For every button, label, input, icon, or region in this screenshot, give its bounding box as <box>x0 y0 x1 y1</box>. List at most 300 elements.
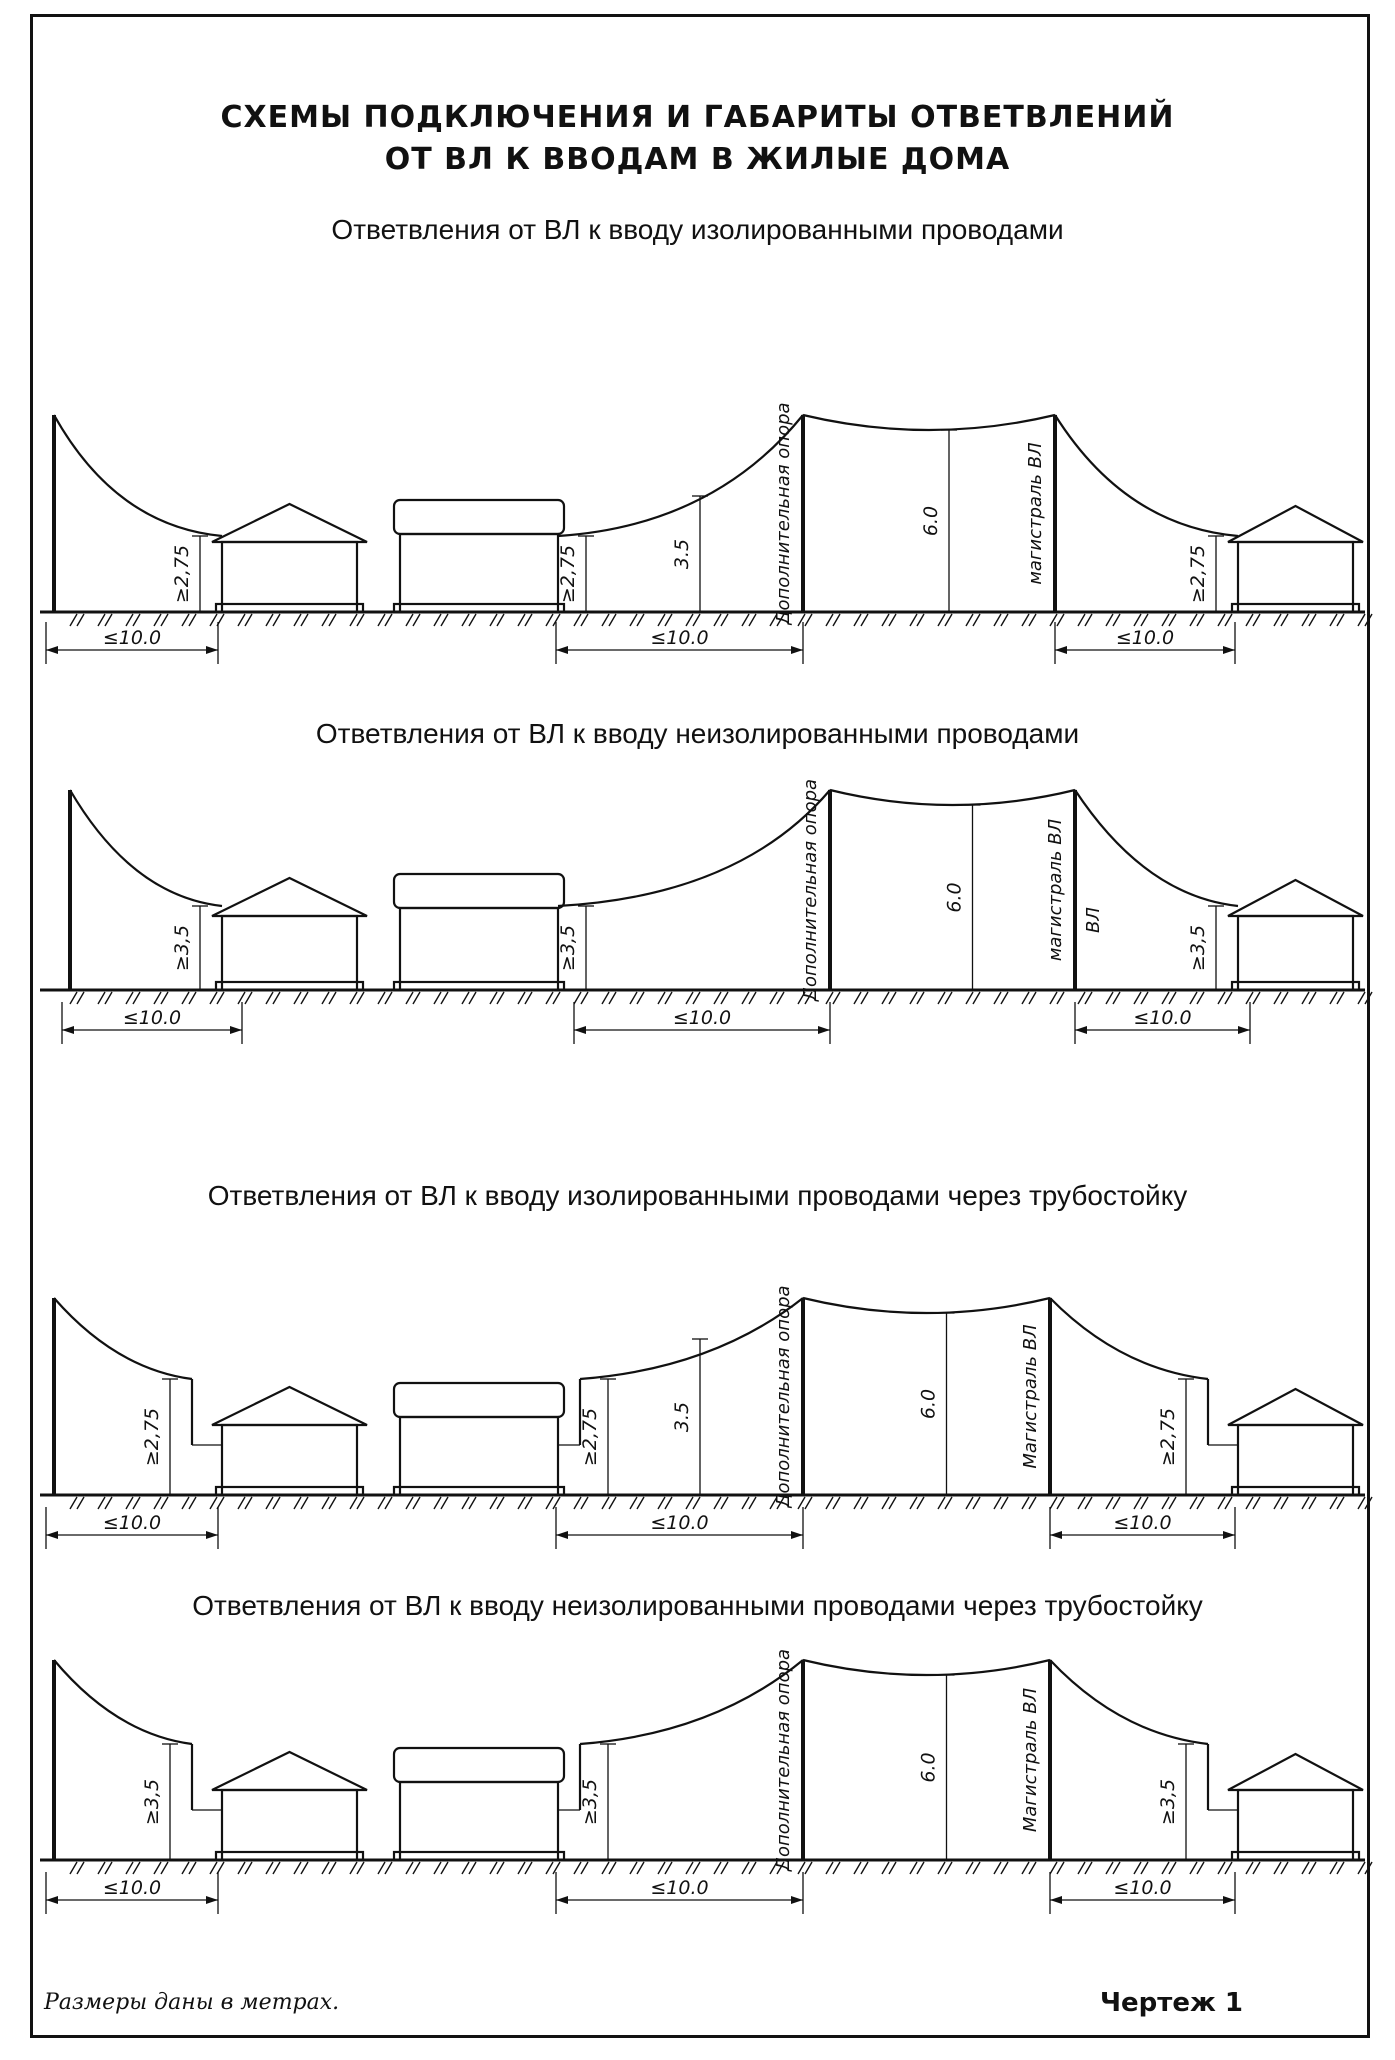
ground-hatch <box>189 1497 196 1509</box>
ground-hatch <box>798 1862 805 1874</box>
height-label: ≥3,5 <box>557 924 579 972</box>
ground-hatch <box>1001 614 1008 626</box>
ground-hatch <box>525 992 532 1004</box>
scheme-4 <box>40 1649 1372 1914</box>
ground-hatch <box>1134 1497 1141 1509</box>
ground-hatch <box>98 992 105 1004</box>
ground-hatch <box>1141 1862 1148 1874</box>
ground-hatch <box>889 614 896 626</box>
height-label: ≥3,5 <box>579 1778 601 1826</box>
ground-hatch <box>833 1497 840 1509</box>
ground-hatch <box>294 1862 301 1874</box>
ground-hatch <box>1197 1862 1204 1874</box>
ground-hatch <box>301 992 308 1004</box>
ground-hatch <box>182 992 189 1004</box>
ground-hatch <box>994 992 1001 1004</box>
ground-hatch <box>1309 614 1316 626</box>
ground-hatch <box>798 614 805 626</box>
ground-hatch <box>833 1862 840 1874</box>
ground-hatch <box>238 1862 245 1874</box>
ground-hatch <box>1113 1862 1120 1874</box>
ground-hatch <box>1197 1497 1204 1509</box>
ground-hatch <box>378 1497 385 1509</box>
ground-hatch <box>1190 1862 1197 1874</box>
ground-hatch <box>574 1497 581 1509</box>
house-wall <box>400 1782 558 1860</box>
ground-hatch <box>1190 614 1197 626</box>
ground-hatch <box>1001 1497 1008 1509</box>
ground-hatch <box>833 992 840 1004</box>
house-wall <box>1238 1790 1353 1860</box>
ground-hatch <box>161 614 168 626</box>
ground-hatch <box>1029 992 1036 1004</box>
ground-hatch <box>1106 614 1113 626</box>
service-wire-right <box>1055 415 1238 536</box>
ground-hatch <box>1246 1497 1253 1509</box>
ground-hatch <box>1050 614 1057 626</box>
house-wall <box>222 1425 357 1495</box>
house-roof <box>1228 1389 1363 1425</box>
ground-hatch <box>1365 614 1372 626</box>
ground-hatch <box>742 1497 749 1509</box>
drawing-number: Чертеж 1 <box>1100 1988 1243 2018</box>
ground-hatch <box>434 992 441 1004</box>
ground-hatch <box>1085 614 1092 626</box>
ground-hatch <box>1106 1862 1113 1874</box>
ground-hatch <box>749 992 756 1004</box>
ground-hatch <box>938 1497 945 1509</box>
ground-hatch <box>1337 992 1344 1004</box>
ground-hatch <box>1022 614 1029 626</box>
dimension-arrow <box>818 1026 830 1034</box>
ground-hatch <box>1134 614 1141 626</box>
ground-hatch <box>581 992 588 1004</box>
ground-hatch <box>1057 1497 1064 1509</box>
height-label: ≥2,75 <box>141 1407 163 1467</box>
ground-hatch <box>546 1862 553 1874</box>
ground-hatch <box>665 1862 672 1874</box>
ground-hatch <box>693 1862 700 1874</box>
ground-hatch <box>1113 1497 1120 1509</box>
ground-hatch <box>1001 1862 1008 1874</box>
height-label: ≥3,5 <box>1157 1778 1179 1826</box>
ground-hatch <box>973 1497 980 1509</box>
ground-hatch <box>602 1497 609 1509</box>
ground-hatch <box>329 614 336 626</box>
ground-hatch <box>1253 1497 1260 1509</box>
ground-hatch <box>1302 992 1309 1004</box>
ground-hatch <box>518 992 525 1004</box>
ground-hatch <box>994 1862 1001 1874</box>
ground-hatch <box>1197 992 1204 1004</box>
ground-hatch <box>266 614 273 626</box>
dimension-arrow <box>46 1531 58 1539</box>
ground-hatch <box>413 992 420 1004</box>
ground-hatch <box>1358 992 1365 1004</box>
scheme-3-caption: Ответвления от ВЛ к вводу изолированными проводами через трубостойку <box>207 1180 1188 1211</box>
ground-hatch <box>1057 1862 1064 1874</box>
ground-hatch <box>434 1497 441 1509</box>
main-line-label: Магистраль ВЛ <box>1020 1324 1041 1469</box>
ground-hatch <box>1078 1497 1085 1509</box>
ground-hatch <box>301 1497 308 1509</box>
ground-hatch <box>1134 1862 1141 1874</box>
ground-hatch <box>882 992 889 1004</box>
span-label-right: ≤10.0 <box>1133 1007 1192 1029</box>
ground-hatch <box>98 614 105 626</box>
ground-hatch <box>1078 614 1085 626</box>
ground-hatch <box>133 1862 140 1874</box>
ground-hatch <box>938 1862 945 1874</box>
ground-hatch <box>609 1862 616 1874</box>
ground-hatch <box>385 992 392 1004</box>
ground-hatch <box>273 1497 280 1509</box>
ground-hatch <box>1330 992 1337 1004</box>
ground-hatch <box>609 1497 616 1509</box>
ground-hatch <box>1113 992 1120 1004</box>
main-line-wire <box>803 1298 1050 1313</box>
ground-hatch <box>630 614 637 626</box>
dimension-arrow <box>791 646 803 654</box>
ground-hatch <box>518 614 525 626</box>
ground-hatch <box>1078 992 1085 1004</box>
ground-hatch <box>133 614 140 626</box>
ground-hatch <box>742 992 749 1004</box>
ground-hatch <box>749 1862 756 1874</box>
title-line-1: СХЕМЫ ПОДКЛЮЧЕНИЯ И ГАБАРИТЫ ОТВЕТВЛЕНИЙ <box>220 100 1175 135</box>
service-wire-right <box>1050 1298 1208 1379</box>
ground-hatch <box>266 1497 273 1509</box>
ground-hatch <box>350 992 357 1004</box>
ground-hatch <box>665 1497 672 1509</box>
ground-hatch <box>210 614 217 626</box>
ground-hatch <box>581 1497 588 1509</box>
ground-hatch <box>630 1497 637 1509</box>
ground-hatch <box>854 1497 861 1509</box>
ground-hatch <box>189 1862 196 1874</box>
ground-hatch <box>1337 1862 1344 1874</box>
ground-hatch <box>910 1497 917 1509</box>
span-label-middle: ≤10.0 <box>650 627 709 649</box>
ground-hatch <box>98 1497 105 1509</box>
ground-hatch <box>861 1862 868 1874</box>
ground-hatch <box>770 992 777 1004</box>
ground-hatch <box>1274 1497 1281 1509</box>
additional-pole-label: Дополнительная опора <box>773 1648 794 1872</box>
ground-hatch <box>1337 1497 1344 1509</box>
ground-hatch <box>609 992 616 1004</box>
service-wire-left <box>54 415 222 536</box>
main-line-wire <box>803 1660 1050 1675</box>
ground-hatch <box>1281 1862 1288 1874</box>
span-label-right: ≤10.0 <box>1115 627 1175 649</box>
ground-hatch <box>721 1862 728 1874</box>
ground-hatch <box>1113 614 1120 626</box>
ground-hatch <box>1134 992 1141 1004</box>
ground-hatch <box>77 992 84 1004</box>
house-wall <box>400 534 558 612</box>
ground-hatch <box>462 1497 469 1509</box>
ground-hatch <box>161 992 168 1004</box>
ground-hatch <box>161 1497 168 1509</box>
ground-hatch <box>1141 614 1148 626</box>
service-wire-middle <box>580 1660 803 1744</box>
dimension-arrow <box>556 646 568 654</box>
ground-hatch <box>1365 1862 1372 1874</box>
ground-hatch <box>665 614 672 626</box>
ground-hatch <box>854 614 861 626</box>
dimension-arrow <box>206 1896 218 1904</box>
ground-hatch <box>1050 1497 1057 1509</box>
ground-hatch <box>889 1862 896 1874</box>
height-label: 6.0 <box>943 882 966 913</box>
ground-hatch <box>882 1497 889 1509</box>
height-label: ≥3,5 <box>171 924 193 972</box>
ground-hatch <box>1190 1497 1197 1509</box>
service-wire-middle <box>558 415 803 536</box>
ground-hatch <box>266 1862 273 1874</box>
ground-hatch <box>273 614 280 626</box>
height-label: ≥2,75 <box>1187 544 1209 604</box>
height-label: 6.0 <box>917 1752 940 1783</box>
ground-hatch <box>1358 614 1365 626</box>
ground-hatch <box>966 992 973 1004</box>
ground-hatch <box>826 1497 833 1509</box>
house-wall <box>400 908 558 990</box>
ground-hatch <box>910 614 917 626</box>
ground-hatch <box>1330 614 1337 626</box>
ground-hatch <box>238 614 245 626</box>
scheme-2-caption: Ответвления от ВЛ к вводу неизолированными проводами <box>315 718 1080 749</box>
dimension-arrow <box>556 1531 568 1539</box>
service-wire-left <box>54 1660 192 1744</box>
ground-hatch <box>1281 992 1288 1004</box>
ground-hatch <box>1218 614 1225 626</box>
house-wall <box>1238 916 1353 990</box>
ground-hatch <box>154 1862 161 1874</box>
ground-hatch <box>861 1497 868 1509</box>
ground-hatch <box>1330 1497 1337 1509</box>
ground-hatch <box>1050 1862 1057 1874</box>
ground-hatch <box>1225 1497 1232 1509</box>
dimension-arrow <box>1223 1531 1235 1539</box>
ground-hatch <box>630 1862 637 1874</box>
ground-hatch <box>245 992 252 1004</box>
dimension-arrow <box>230 1026 242 1034</box>
ground-hatch <box>469 1862 476 1874</box>
ground-hatch <box>574 614 581 626</box>
ground-hatch <box>126 992 133 1004</box>
additional-pole-label: Дополнительная опора <box>773 402 794 625</box>
dimension-arrow <box>1055 646 1067 654</box>
service-wire-right <box>1075 790 1238 906</box>
ground-hatch <box>686 1862 693 1874</box>
ground-hatch <box>1106 992 1113 1004</box>
ground-hatch <box>1309 992 1316 1004</box>
ground-hatch <box>945 992 952 1004</box>
ground-hatch <box>1085 992 1092 1004</box>
main-line-wire <box>830 790 1075 805</box>
span-label-left: ≤10.0 <box>102 1512 162 1534</box>
ground-hatch <box>1309 1862 1316 1874</box>
dimension-arrow <box>206 646 218 654</box>
span-label-left: ≤10.0 <box>102 1877 162 1899</box>
ground-hatch <box>154 614 161 626</box>
ground-hatch <box>966 614 973 626</box>
ground-hatch <box>462 1862 469 1874</box>
house-wall <box>1238 1425 1353 1495</box>
ground-hatch <box>777 992 784 1004</box>
ground-hatch <box>406 1862 413 1874</box>
ground-hatch <box>574 992 581 1004</box>
ground-hatch <box>861 992 868 1004</box>
ground-hatch <box>938 614 945 626</box>
ground-hatch <box>693 1497 700 1509</box>
dimension-arrow <box>62 1026 74 1034</box>
ground-hatch <box>945 1862 952 1874</box>
ground-hatch <box>378 1862 385 1874</box>
ground-hatch <box>742 614 749 626</box>
ground-hatch <box>490 1862 497 1874</box>
house-roof <box>1228 880 1363 916</box>
ground-hatch <box>749 614 756 626</box>
ground-hatch <box>1169 1862 1176 1874</box>
height-label: ≥3,5 <box>1187 924 1209 972</box>
scheme-4-caption: Ответвления от ВЛ к вводу неизолированными проводами через трубостойку <box>192 1590 1203 1621</box>
ground-hatch <box>329 1497 336 1509</box>
ground-hatch <box>1162 614 1169 626</box>
ground-hatch <box>385 614 392 626</box>
ground-hatch <box>105 1862 112 1874</box>
ground-hatch <box>518 1862 525 1874</box>
ground-hatch <box>490 614 497 626</box>
house-roof <box>212 1752 367 1790</box>
ground-hatch <box>1162 1862 1169 1874</box>
ground-hatch <box>805 1497 812 1509</box>
ground-hatch <box>1281 614 1288 626</box>
ground-hatch <box>609 614 616 626</box>
ground-hatch <box>406 1497 413 1509</box>
ground-hatch <box>938 992 945 1004</box>
ground-hatch <box>917 614 924 626</box>
ground-hatch <box>518 1497 525 1509</box>
ground-hatch <box>497 992 504 1004</box>
ground-hatch <box>686 1497 693 1509</box>
house-wall <box>222 542 357 612</box>
ground-hatch <box>70 1862 77 1874</box>
ground-hatch <box>441 1862 448 1874</box>
ground-hatch <box>714 992 721 1004</box>
house-roof <box>394 1748 564 1782</box>
ground-hatch <box>798 1497 805 1509</box>
ground-hatch <box>1085 1862 1092 1874</box>
ground-hatch <box>189 614 196 626</box>
ground-hatch <box>602 614 609 626</box>
ground-hatch <box>910 992 917 1004</box>
house-roof <box>394 1383 564 1417</box>
ground-hatch <box>70 1497 77 1509</box>
ground-hatch <box>637 1497 644 1509</box>
ground-hatch <box>658 614 665 626</box>
ground-hatch <box>917 992 924 1004</box>
dimension-arrow <box>1223 646 1235 654</box>
ground-hatch <box>658 1497 665 1509</box>
ground-hatch <box>721 992 728 1004</box>
ground-hatch <box>637 1862 644 1874</box>
main-line-label: магистраль ВЛ <box>1045 818 1066 962</box>
dimension-arrow <box>1075 1026 1087 1034</box>
ground-hatch <box>1085 1497 1092 1509</box>
title-line-2: ОТ ВЛ К ВВОДАМ В ЖИЛЫЕ ДОМА <box>384 142 1011 177</box>
ground-hatch <box>1169 614 1176 626</box>
ground-hatch <box>161 1862 168 1874</box>
height-label: ≥2,75 <box>1157 1407 1179 1467</box>
ground-hatch <box>889 992 896 1004</box>
ground-hatch <box>441 614 448 626</box>
service-wire-middle <box>558 790 830 906</box>
height-label: ≥3,5 <box>141 1778 163 1826</box>
ground-hatch <box>1253 1862 1260 1874</box>
ground-hatch <box>490 1497 497 1509</box>
ground-hatch <box>497 1862 504 1874</box>
service-wire-left <box>70 790 222 906</box>
ground-hatch <box>742 1862 749 1874</box>
ground-hatch <box>658 1862 665 1874</box>
ground-hatch <box>749 1497 756 1509</box>
ground-hatch <box>210 1862 217 1874</box>
ground-hatch <box>1022 1862 1029 1874</box>
ground-hatch <box>1337 614 1344 626</box>
ground-hatch <box>413 1862 420 1874</box>
ground-hatch <box>70 614 77 626</box>
ground-hatch <box>406 614 413 626</box>
ground-hatch <box>469 614 476 626</box>
ground-hatch <box>1274 1862 1281 1874</box>
ground-hatch <box>826 1862 833 1874</box>
ground-hatch <box>413 614 420 626</box>
ground-hatch <box>854 1862 861 1874</box>
ground-hatch <box>1225 992 1232 1004</box>
ground-hatch <box>1141 1497 1148 1509</box>
ground-hatch <box>273 1862 280 1874</box>
ground-hatch <box>1022 992 1029 1004</box>
ground-hatch <box>133 992 140 1004</box>
service-wire-middle <box>580 1298 803 1379</box>
ground-hatch <box>434 1862 441 1874</box>
additional-pole-label: Дополнительная опора <box>800 778 821 1002</box>
ground-hatch <box>1218 1862 1225 1874</box>
ground-hatch <box>406 992 413 1004</box>
ground-hatch <box>210 992 217 1004</box>
ground-hatch <box>910 1862 917 1874</box>
height-label: 3.5 <box>671 1401 693 1433</box>
ground-hatch <box>462 992 469 1004</box>
ground-hatch <box>1274 614 1281 626</box>
span-label-middle: ≤10.0 <box>650 1877 709 1899</box>
house-roof <box>212 878 367 916</box>
dimension-arrow <box>46 646 58 654</box>
ground-hatch <box>413 1497 420 1509</box>
main-line-mark: ВЛ <box>1083 907 1104 933</box>
ground-hatch <box>1274 992 1281 1004</box>
ground-hatch <box>273 992 280 1004</box>
ground-hatch <box>546 1497 553 1509</box>
house-wall <box>1238 542 1353 612</box>
ground-hatch <box>385 1497 392 1509</box>
ground-hatch <box>490 992 497 1004</box>
ground-hatch <box>301 1862 308 1874</box>
ground-hatch <box>1309 1497 1316 1509</box>
